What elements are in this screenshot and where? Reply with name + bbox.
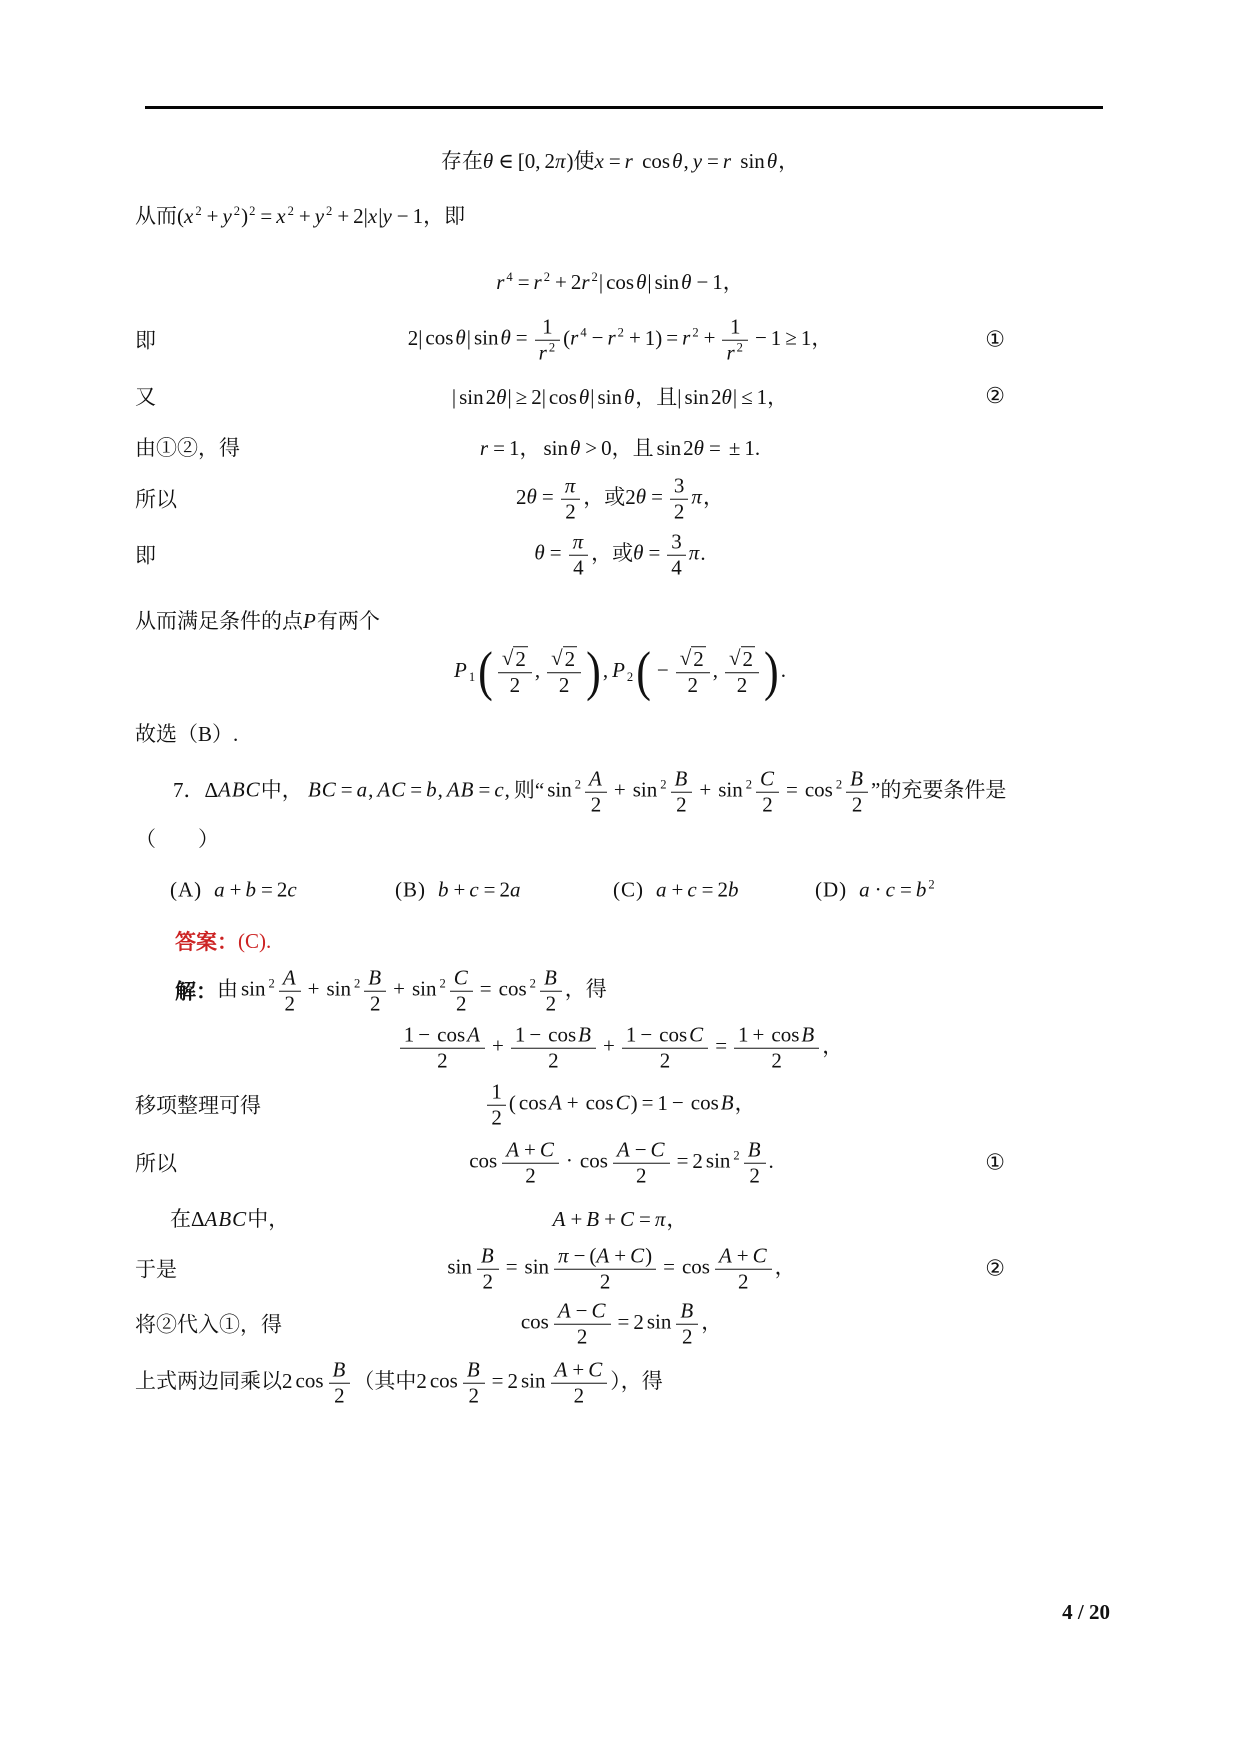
option-D	[815, 878, 936, 903]
fraction: $\frac{1 - \cos B}{2}$	[511, 1023, 596, 1074]
fraction: √ 2 2	[498, 646, 532, 698]
fraction: $\frac{A}{2}$	[279, 966, 301, 1017]
content-row	[135, 200, 1105, 230]
option-label: (C)	[613, 877, 644, 902]
fraction: $\frac{B}{2}$	[540, 966, 562, 1017]
option-formula: a · c = b $^2$	[859, 877, 935, 902]
fraction: √ 2 2	[676, 646, 710, 698]
row-label: 即	[135, 544, 156, 568]
content-row	[135, 1138, 1105, 1189]
fraction: $\frac{B}{2}$	[477, 1244, 499, 1295]
page-number: 4 / 20	[1062, 1600, 1110, 1624]
formula: 2| cosθ| sinθ = $\frac{1}{r ^2}$ (r $^4$ − r $^2$ + 1) = r $^2$ + $\frac{1}{r ^2}$ − 1 ≥ 1，	[407, 314, 833, 365]
fraction: $\frac{1}{2}$	[487, 1080, 506, 1131]
fraction: $\frac{3}{2}$	[670, 474, 689, 525]
text-line: （ ）	[135, 827, 219, 851]
formula: sin $\frac{B}{2}$ = sin $\frac{\pi - (A + C)}{2}$ = cos $\frac{A + C}{2}$ ，	[447, 1243, 796, 1294]
text-line: 故选（B）.	[135, 722, 239, 746]
option-label: (A)	[170, 877, 203, 902]
option-formula: a + b = 2c	[214, 877, 297, 902]
fraction: $\frac{1 + \cos B}{2}$	[734, 1023, 819, 1074]
row-label: 将②代入①，得	[135, 1313, 282, 1337]
row-label: 由①②，得	[135, 436, 240, 460]
fraction: $\frac{1 - \cos A}{2}$	[400, 1023, 485, 1074]
formula: $\frac{1}{2}$ ( cosA + cosC) = 1 − cosB，	[484, 1080, 755, 1131]
fraction: $\frac{B}{2}$	[676, 1299, 698, 1350]
content-row	[135, 640, 1105, 702]
content-row	[135, 1358, 1105, 1409]
fraction: $\frac{B}{2}$	[364, 966, 386, 1017]
option-A	[170, 878, 298, 903]
formula: cos $\frac{A + C}{2}$ · cos $\frac{A - C}{2}$ = 2 sin $^2$ $\frac{B}{2}$ .	[469, 1137, 774, 1188]
formula: 存在θ ∈ [0, 2π)使x = r cosθ, y = r sinθ，	[440, 149, 800, 173]
answer-label: 答案：	[175, 930, 238, 954]
formula: 2θ = $\frac{\pi}{2}$ ，或2θ = $\frac{3}{2}$ π，	[516, 473, 724, 524]
row-label: 所以	[135, 488, 177, 512]
content-row	[135, 1299, 1105, 1350]
fraction: $\frac{1}{r ^2}$	[535, 315, 560, 366]
row-label: 于是	[135, 1258, 177, 1282]
fraction: $\frac{\pi - (A + C)}{2}$	[554, 1244, 656, 1295]
radical: √ 2	[501, 646, 526, 672]
row-label: 所以	[135, 1152, 177, 1176]
fraction: $\frac{B}{2}$	[329, 1358, 351, 1409]
formula: $\frac{1 - \cos A}{2}$ + $\frac{1 - \cos B}{2}$ + $\frac{1 - \cos C}{2}$ = $\frac{1 + \cos B}{2}$ ，	[397, 1023, 843, 1074]
formula: 从而(x $^2$ + y $^2$)$^2$ = x $^2$ + y $^2$ + 2|x|y − 1，即	[135, 204, 466, 228]
content-row	[135, 1023, 1105, 1074]
option-formula: a + c = 2b	[656, 877, 739, 902]
formula: θ = $\frac{\pi}{4}$ ，或θ = $\frac{3}{4}$ π.	[534, 529, 706, 580]
radical: √ 2	[729, 646, 754, 672]
content-row	[135, 966, 1145, 1017]
option-label: (B)	[395, 877, 426, 902]
answer-value: (C).	[238, 928, 272, 953]
equation-number: ①	[985, 1150, 1005, 1175]
option-C	[613, 878, 740, 903]
content-row	[135, 767, 1143, 818]
fraction: $\frac{A}{2}$	[585, 767, 607, 818]
fraction: $\frac{1 - \cos C}{2}$	[622, 1023, 708, 1074]
formula: 从而满足条件的点P有两个	[135, 609, 380, 633]
fraction: $\frac{B}{2}$	[671, 767, 693, 818]
option-B	[395, 878, 522, 903]
content-row	[135, 381, 1105, 411]
fraction: √ 2 2	[547, 646, 581, 698]
formula: 7．ΔABC中， BC = a, AC = b, AB = c, 则“ sin $^2$ $\frac{A}{2}$ + sin $^2$ $\frac{B}{2}$ + sin $^2$ $\frac{C}{2}$ = cos $^2$ $\frac{B}{2}$ ”的充要条件是	[173, 766, 1007, 817]
fraction: $\frac{A - C}{2}$	[613, 1138, 670, 1189]
big-paren: )	[764, 640, 779, 702]
fraction: $\frac{A - C}{2}$	[554, 1299, 611, 1350]
option-label: (D)	[815, 877, 848, 902]
radical: √ 2	[551, 646, 576, 672]
content-row	[135, 530, 1105, 581]
option-formula: b + c = 2a	[438, 877, 521, 902]
radical: √ 2	[679, 646, 704, 672]
formula: | sin2θ| ≥ 2| cosθ| sinθ，且| sin2θ| ≤ 1，	[451, 385, 789, 409]
fraction: $\frac{A + C}{2}$	[502, 1138, 559, 1189]
content-row	[135, 926, 1145, 956]
content-row	[135, 1203, 1105, 1233]
row-label: 移项整理可得	[135, 1094, 261, 1118]
content-row	[135, 315, 1105, 366]
fraction: $\frac{B}{2}$	[463, 1358, 485, 1409]
formula: 由 sin $^2$ $\frac{A}{2}$ + sin $^2$ $\frac{B}{2}$ + sin $^2$ $\frac{C}{2}$ = cos $^2$ $\frac{B}{2}$ ，得	[217, 965, 607, 1016]
fraction: $\frac{C}{2}$	[450, 966, 473, 1017]
row-label: 即	[135, 329, 156, 353]
big-paren: )	[586, 640, 601, 702]
fraction: $\frac{C}{2}$	[756, 767, 779, 818]
content-row	[135, 1080, 1105, 1131]
content-row	[135, 605, 1105, 635]
row-label: 又	[135, 385, 156, 409]
fraction: $\frac{A + C}{2}$	[551, 1358, 608, 1409]
formula: r $^4$ = r $^2$ + 2r $^2$| cosθ| sinθ − 1，	[496, 270, 744, 294]
fraction: $\frac{1}{r ^2}$	[722, 315, 747, 366]
content-row	[135, 432, 1105, 462]
big-paren: (	[636, 640, 651, 702]
formula: P $_1$( √ 2 2 , √ 2 2 ), P $_2$( − √ 2 2 , √ 2 2 ).	[454, 640, 786, 702]
content-row	[135, 1244, 1105, 1295]
fraction: √ 2 2	[725, 646, 759, 698]
content-row	[135, 823, 1105, 853]
formula: r = 1， sinθ > 0，且 sin2θ = ± 1.	[479, 436, 761, 460]
formula: A + B + C = π，	[552, 1207, 688, 1231]
content-row	[135, 474, 1105, 525]
row-label: 解：	[175, 980, 217, 1004]
formula: 上式两边同乘以2 cos $\frac{B}{2}$ （其中2 cos $\frac{B}{2}$ = 2 sin $\frac{A + C}{2}$ ），得	[135, 1357, 663, 1408]
row-label: 在ΔABC中，	[170, 1207, 290, 1231]
content-row	[135, 145, 1105, 175]
content-row	[135, 266, 1105, 296]
formula: cos $\frac{A - C}{2}$ = 2 sin $\frac{B}{2}$ ，	[520, 1298, 723, 1349]
big-paren: (	[478, 640, 493, 702]
fraction: $\frac{B}{2}$	[846, 767, 868, 818]
equation-number: ②	[985, 383, 1005, 408]
header-rule	[145, 106, 1103, 109]
equation-number: ②	[985, 1256, 1005, 1281]
equation-number: ①	[985, 327, 1005, 352]
fraction: $\frac{3}{4}$	[667, 530, 686, 581]
fraction: $\frac{B}{2}$	[744, 1138, 766, 1189]
content-row	[135, 718, 1105, 748]
fraction: $\frac{A + C}{2}$	[715, 1244, 772, 1295]
fraction: $\frac{\pi}{4}$	[569, 530, 589, 581]
fraction: $\frac{\pi}{2}$	[561, 474, 581, 525]
